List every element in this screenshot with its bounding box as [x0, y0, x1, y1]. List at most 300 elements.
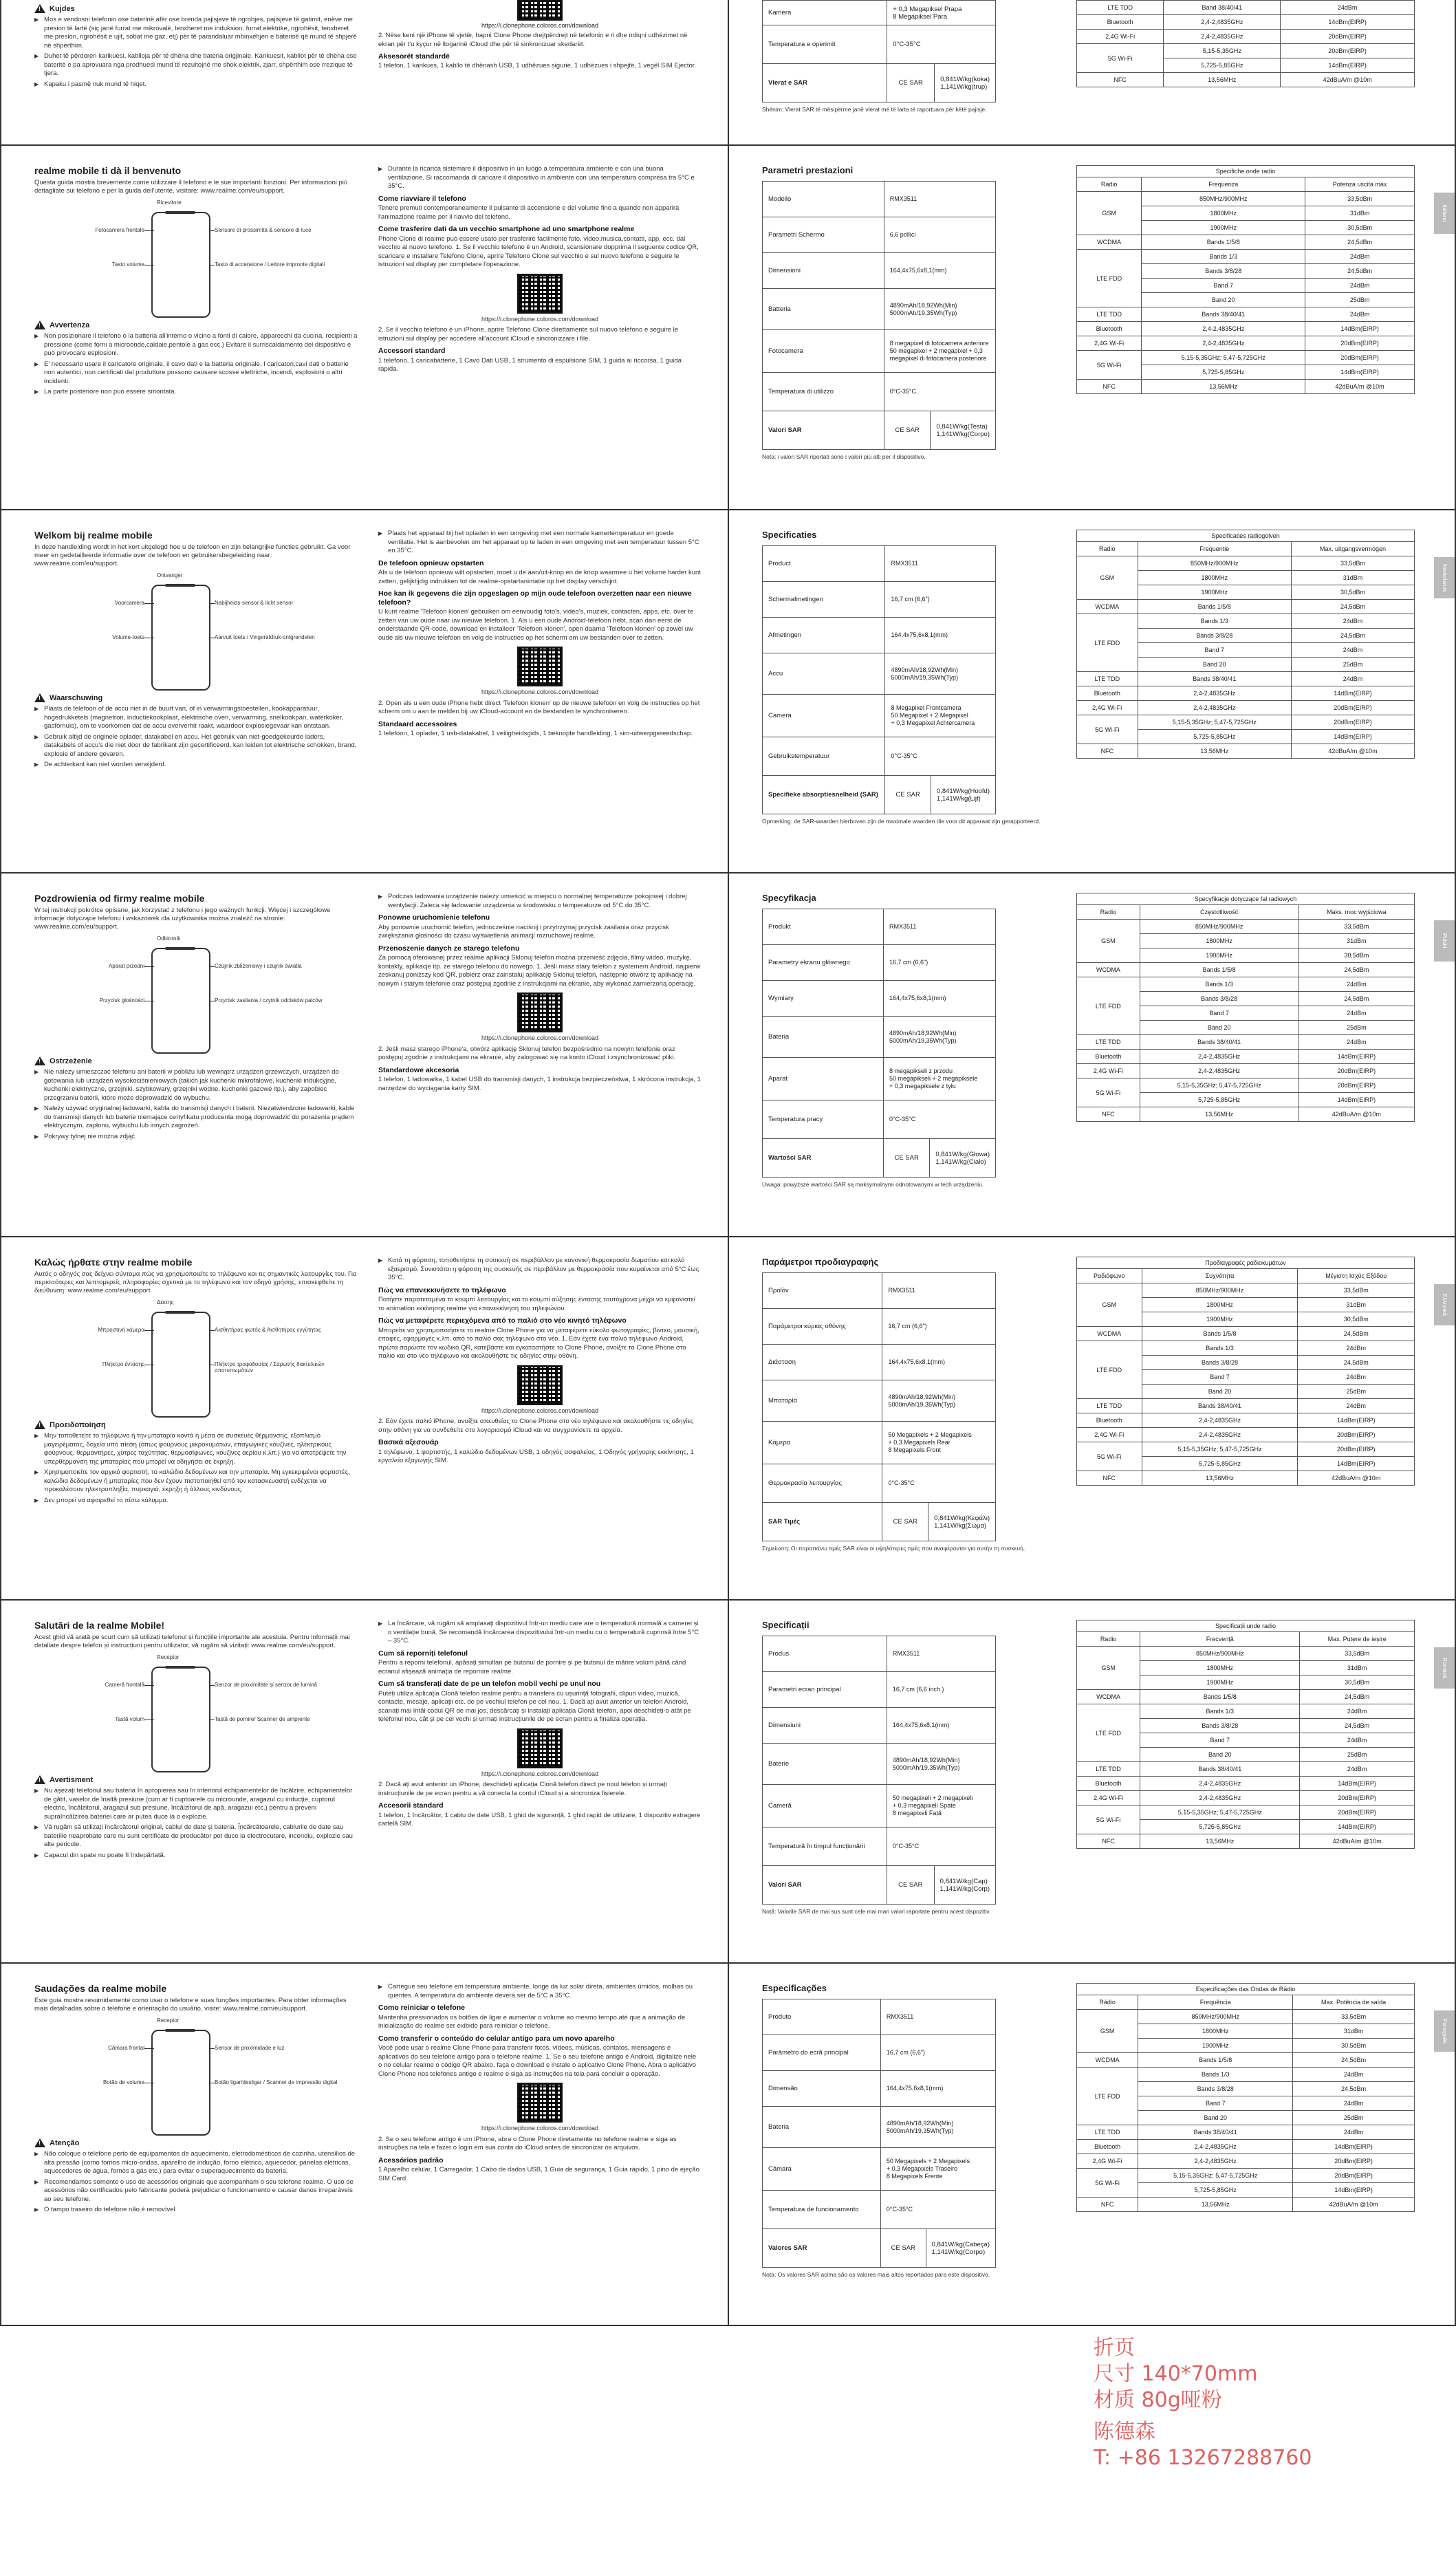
radio-table — [1076, 1620, 1415, 1849]
radio-frequency: Band 7 — [1142, 279, 1305, 293]
radio-type: WCDMA — [1077, 600, 1138, 614]
section-heading: Cum să reporniți telefonul — [378, 1649, 468, 1658]
radio-frequency: Bands 1/5/8 — [1142, 1327, 1298, 1341]
radio-type: NFC — [1077, 1834, 1140, 1849]
callout-label: Μπροστινή κάμερα — [98, 1327, 144, 1333]
radio-power: 14dBm(EIRP) — [1291, 686, 1414, 701]
radio-type: LTE TDD — [1077, 1, 1164, 15]
radio-frequency: 850MHz/900MHz — [1142, 1283, 1298, 1298]
callout-label: Δέκτης — [157, 1299, 174, 1305]
spec-label: Temperatură în timpul funcționării — [763, 1827, 887, 1866]
radio-frequency: Bands 38/40/41 — [1142, 307, 1305, 322]
spec-label: Temperatura de funcionamento — [763, 2191, 881, 2229]
section-heading: Come riavviare il telefono — [378, 194, 466, 203]
section-heading: Come trasferire dati da un vecchio smartphone ad uno smartphone realme — [378, 225, 635, 233]
table-row — [763, 737, 996, 776]
warning-list — [34, 1432, 358, 1505]
table-row — [763, 330, 996, 373]
radio-frequency: 5,15-5,35GHz; 5,47-5,725GHz — [1138, 715, 1291, 730]
table-caption-row — [1077, 530, 1415, 542]
callout-label: Czujnik zbliżeniowy i czujnik światła — [215, 963, 302, 969]
radio-power: 30,5dBm — [1299, 948, 1414, 963]
intro-text: Acest ghid vă arată pe scurt cum să utilizați telefonul și funcțiile importante ale acestuia. Pentru informații mai detaliate despre telefon și instrucțiuni pentru utilizator, vă rugăm să vizitați: www.realme.com/eu/support. — [34, 1634, 350, 1649]
radio-frequency: 850MHz/900MHz — [1138, 556, 1291, 571]
callout-line — [144, 966, 154, 967]
spec-value: 4890mAh/18,92Wh(Min) 5000mAh/19,35Wh(Typ) — [880, 2107, 995, 2148]
callout-label: Tasto di accensione / Lettore impronte digitali — [215, 261, 325, 268]
table-row — [1077, 15, 1415, 30]
radio-panel — [1076, 1620, 1420, 1957]
sar-value: 0,841W/kg(Κεφάλι) 1,141W/kg(Σώμα) — [928, 1503, 996, 1541]
radio-frequency: 13,56MHz — [1164, 73, 1281, 87]
spec-label: Product — [763, 546, 885, 582]
table-row — [763, 1744, 996, 1785]
radio-type: Bluetooth — [1077, 1777, 1140, 1791]
charging-note: ▶ Podczas ładowania urządzenie należy umieścić w miejscu o normalnej temperaturze pokojowej i dobrej wentylacji. Zaleca się ładowanie urządzenia w środowisku o temperaturze od 5°C do 35°C. — [378, 893, 702, 910]
callout-line — [144, 1685, 154, 1686]
table-row — [1077, 2198, 1415, 2212]
spec-label: Cameră — [763, 1785, 887, 1827]
table-row — [1077, 2169, 1415, 2183]
spec-label: Câmara — [763, 2148, 881, 2191]
table-row — [1077, 701, 1415, 715]
spec-value: 8 Megapixel Frontcamera 50 Megapixel + 2 Megapixel + 0,3 Megapixel Achtercamera — [885, 695, 996, 737]
phone-outline-icon — [151, 2030, 210, 2136]
spec-label: Wymiary — [763, 981, 884, 1017]
radio-frequency: 2,4-2,4835GHz — [1140, 1791, 1300, 1805]
table-row — [1077, 2068, 1415, 2082]
radio-table-title: Specifiche onde radio — [1077, 166, 1415, 177]
warning-item: ▶ Δεν μπορεί να αφαιρεθεί το πίσω κάλυμμα. — [34, 1497, 358, 1506]
warning-item: ▶ Pokrywy tylnej nie można zdjąć. — [34, 1133, 358, 1142]
table-caption-row — [1077, 1620, 1415, 1632]
warning-item: ▶ Χρησιμοποιείτε τον αρχικό φορτιστή, το καλώδιο δεδομένων και την μπαταρία. Μη εγκεκριμένοι φορτιστές, καλώδια δεδομένων ή μπαταρίες που δεν έχουν πιστοποιηθεί από τον κατασκευαστή ενδέχεται να προκαλέσουν ηλεκτροπληξία, πυρκαγιά, έκρηξη ή άλλους κινδύνους. — [34, 1468, 358, 1495]
radio-type: LTE FDD — [1077, 1704, 1140, 1762]
callout-label: Câmara frontal — [108, 2045, 144, 2051]
radio-frequency: 2,4-2,4835GHz — [1140, 1064, 1299, 1078]
radio-frequency: Band 20 — [1138, 2111, 1293, 2125]
table-row — [763, 289, 996, 330]
table-row — [1077, 2010, 1415, 2024]
table-row — [1077, 1107, 1415, 1122]
radio-table — [1076, 1983, 1415, 2212]
radio-type: WCDMA — [1077, 1327, 1142, 1341]
radio-panel — [1076, 530, 1420, 867]
radio-panel — [1076, 1983, 1420, 2320]
accessories-list: 1 telefon, 1 ładowarka, 1 kabel USB do transmisji danych, 1 instrukcja bezpieczeństwa, 1 skrócona instrukcja, 1 narzędzie do wyciągania karty SIM. — [378, 1076, 701, 1092]
radio-power: 24,5dBm — [1305, 235, 1415, 250]
radio-frequency: Bands 1/3 — [1142, 250, 1305, 264]
table-row — [763, 582, 996, 618]
radio-power: 25dBm — [1300, 1748, 1415, 1762]
table-row — [763, 2229, 996, 2268]
radio-frequency: 1900MHz — [1138, 585, 1291, 600]
radio-frequency: Bands 1/5/8 — [1140, 963, 1299, 977]
spec-title: Specificaties — [762, 530, 817, 540]
spec-label: Baterie — [763, 1744, 887, 1785]
callout-label: Botão de volume — [102, 2079, 144, 2085]
radio-power: 33,5dBm — [1299, 920, 1414, 934]
table-row — [1077, 2140, 1415, 2154]
table-row — [763, 373, 996, 411]
radio-power: 24dBm — [1299, 1035, 1414, 1050]
transfer-instructions: Za pomocą oferowanej przez realme aplikacji Sklonuj telefon można przenieść zdjęcia, filmy wideo, muzykę, kontakty, aplikacje itp. ze starego telefonu do nowego. 1. Jeśli masz stary telefon z systemem Android, najpierw zeskanuj poniższy kod QR, pobierz oraz zainstaluj aplikację Sklonuj telefon, następnie otwórz tę aplikację na nowym i starym telefonie oraz postępuj zgodnie z instrukcjami na ekranie, aby wykonać zamierzoną operację. — [378, 954, 701, 988]
radio-power: 24,5dBm — [1299, 992, 1414, 1006]
radio-frequency: 5,15-5,35GHz; 5,47-5,725GHz — [1140, 1078, 1299, 1093]
radio-frequency: 1800MHz — [1140, 1661, 1300, 1675]
radio-frequency: 5,15-5,35GHz; 5,47-5,725GHz — [1138, 2169, 1293, 2183]
radio-type: 5G Wi-Fi — [1077, 2169, 1138, 2198]
spec-title: Specificații — [762, 1620, 810, 1630]
accessories-list: 1 τηλέφωνο, 1 φορτιστής, 1 καλώδιο δεδομένων USB, 1 οδηγός ασφαλείας, 1 Οδηγός γρήγορης εκκίνησης, 1 εργαλείο εξαγωγής SIM. — [378, 1448, 694, 1464]
warning-title: Προειδοποίηση — [50, 1420, 106, 1429]
warning-icon — [34, 321, 45, 329]
radio-frequency: 2,4-2,4835GHz — [1142, 1413, 1298, 1428]
radio-power: 24,5dBm — [1291, 600, 1414, 614]
warning-title: Avvertenza — [50, 321, 90, 329]
radio-power: 24dBm — [1291, 614, 1414, 629]
radio-power: 14dBm(EIRP) — [1299, 1093, 1414, 1107]
spec-table — [762, 1272, 996, 1541]
radio-frequency: 850MHz/900MHz — [1138, 2010, 1293, 2024]
table-row — [1077, 715, 1415, 730]
column-header: Radio — [1077, 1632, 1140, 1647]
accessories-list: 1 telefono, 1 caricabatterie, 1 Cavo Dati USB, 1 strumento di espulsione SIM, 1 guida ai riccorsa, 1 guida rapida. — [378, 356, 682, 373]
column-header: Frecvență — [1140, 1632, 1300, 1647]
warning-item: ▶ Gebruik altijd de originele oplader, datakabel en accu. Het gebruik van niet-goedgekeurde laders, datakabels of accu's die niet door de fabrikant zijn gecertificeerd, kan leiden tot elektrische schokken, brand, explosie of andere gevaren. — [34, 733, 358, 759]
spec-title: Παράμετροι προδιαγραφής — [762, 1257, 879, 1267]
col-divider — [0, 0, 1, 2325]
radio-frequency: 2,4-2,4835GHz — [1142, 336, 1305, 351]
radio-type: 5G Wi-Fi — [1077, 1078, 1140, 1107]
radio-power: 24dBm — [1293, 2125, 1415, 2140]
sar-value: 0,841W/kg(Głowa) 1,141W/kg(Ciało) — [930, 1139, 996, 1178]
table-row — [763, 1464, 996, 1503]
section-heading: Como transferir o conteúdo do celular antigo para um novo aparelho — [378, 2034, 615, 2043]
warning-list — [34, 1068, 358, 1141]
phone-diagram — [34, 572, 358, 689]
spec-label: Fotocamera — [763, 330, 884, 373]
radio-power: 20dBm(EIRP) — [1300, 1805, 1415, 1820]
sar-standard: CE SAR — [887, 1866, 934, 1905]
restart-instructions: Tenere premuti contemporaneamente il pulsante di accensione e del volume fino a quando non apparirà l'animazione realme per il riavvio del telefono. — [378, 204, 680, 221]
spec-table — [762, 1999, 996, 2268]
section-heading: Acessórios padrão — [378, 2156, 444, 2165]
spec-value: 16,7 cm (6,6") — [880, 2035, 995, 2071]
radio-type: LTE TDD — [1077, 672, 1138, 686]
radio-frequency: 5,725-5,85GHz — [1138, 2183, 1293, 2198]
radio-panel — [1076, 1257, 1420, 1594]
iphone-instructions: 2. Se il vecchio telefono è un iPhone, aprire Telefono Clone direttamente sul nuovo telefono e seguire le istruzioni sul display per accedere all'account iCloud e sincronizzare i file. — [378, 326, 679, 343]
table-row — [1077, 380, 1415, 394]
radio-table-title: Specificaties radiogolven — [1077, 530, 1415, 542]
welcome-panel — [34, 165, 358, 502]
radio-panel — [1076, 165, 1420, 502]
table-row — [1077, 977, 1415, 992]
radio-power: 14dBm(EIRP) — [1298, 1457, 1415, 1471]
column-header: Max. uitgangsvermogen — [1291, 542, 1414, 556]
spec-value: RMX3511 — [887, 1636, 995, 1672]
callout-label: Receptor — [157, 2017, 180, 2024]
radio-frequency: 1900MHz — [1142, 1312, 1298, 1327]
radio-power: 33,5dBm — [1300, 1647, 1415, 1661]
callout-line — [209, 2048, 215, 2049]
table-row — [1077, 1704, 1415, 1719]
table-row — [1077, 336, 1415, 351]
callout-label: Volume-toets — [112, 634, 144, 640]
column-header: Max. Putere de ieșire — [1300, 1632, 1415, 1647]
callout-label: Senzor de proximitate și senzor de lumină — [215, 1682, 317, 1688]
table-row — [1077, 44, 1415, 58]
radio-power: 42dBuA/m @10m — [1300, 1834, 1415, 1849]
sar-standard: CE SAR — [882, 1503, 928, 1541]
radio-power: 42dBuA/m @10m — [1281, 73, 1415, 87]
warning-item: ▶ Capacul din spate nu poate fi îndepărtată. — [34, 1852, 358, 1861]
sar-label: Wartości SAR — [763, 1139, 884, 1178]
sar-standard: CE SAR — [883, 1139, 929, 1178]
radio-type: WCDMA — [1077, 963, 1140, 977]
language-tab: Italiano — [1434, 193, 1455, 234]
sar-note: Shënim: Vlerat SAR të mësipërme janë vlerat më të larta të raportuara për këtë pajisje. — [762, 106, 987, 113]
spec-label: Διάσταση — [763, 1345, 882, 1380]
table-row — [1077, 2053, 1415, 2068]
table-row — [763, 217, 996, 253]
spec-label: Produto — [763, 1999, 881, 2035]
radio-power: 20dBm(EIRP) — [1291, 701, 1414, 715]
radio-power: 14dBm(EIRP) — [1293, 2183, 1415, 2198]
warning-list — [34, 2150, 358, 2215]
radio-power: 20dBm(EIRP) — [1298, 1442, 1415, 1457]
table-row — [763, 981, 996, 1017]
spec-label: Μπαταρία — [763, 1380, 882, 1422]
radio-type: 5G Wi-Fi — [1077, 715, 1138, 744]
download-url: https://i.clonephone.coloros.com/download — [481, 688, 599, 695]
spec-title: Specyfikacja — [762, 893, 816, 903]
table-row — [763, 2035, 996, 2071]
spec-label: Afmetingen — [763, 618, 885, 653]
radio-power: 31dBm — [1298, 1298, 1415, 1312]
warning-list — [34, 705, 358, 770]
iphone-instructions: 2. Se o seu telefone antigo é um iPhone, abra o Clone Phone diretamente no telefone realme e siga as instruções na tela e fazer o login em sua conta do iCloud antes de sincronizar os arquivos. — [378, 2135, 677, 2151]
language-tab: Ελληνικά — [1434, 1284, 1455, 1325]
warning-icon — [34, 1775, 45, 1784]
radio-type: Bluetooth — [1077, 686, 1138, 701]
spec-label: Aparat — [763, 1058, 884, 1100]
radio-type: 2,4G Wi-Fi — [1077, 2154, 1138, 2169]
radio-frequency: 13,56MHz — [1138, 744, 1291, 759]
warning-item: ▶ Não coloque o telefone perto de equipamentos de aquecimento, eletrodomésticos de cozinha, utensílios de alta pressão (como fornos micro-ondas, aparelho de indução, forno elétrico, aquecedor, panelas elétricas, aquecedores de água, fornos a gás etc.) para evitar o superaquecimento da bateria. — [34, 2150, 358, 2176]
qr-code — [517, 0, 563, 21]
table-row — [1077, 1471, 1415, 1486]
column-header: Częstotliwość — [1140, 905, 1299, 920]
spec-label: Dimensiuni — [763, 1708, 887, 1744]
table-row — [763, 2191, 996, 2229]
page-title: Salutări de la realme Mobile! — [34, 1620, 165, 1631]
callout-line — [209, 230, 215, 231]
table-row — [763, 1827, 996, 1866]
radio-frequency: 2,4-2,4835GHz — [1164, 15, 1281, 30]
table-row — [1077, 1327, 1415, 1341]
spec-label: Gebruikstemperatuur — [763, 737, 885, 776]
radio-frequency: Band 7 — [1140, 1006, 1299, 1021]
radio-frequency: Bands 1/3 — [1140, 1704, 1300, 1719]
phone-outline-icon — [151, 1667, 210, 1772]
table-row — [1077, 322, 1415, 336]
table-row — [763, 1309, 996, 1345]
column-header: Radio — [1077, 905, 1140, 920]
spec-label: Bateria — [763, 2107, 881, 2148]
production-note: 折页 尺寸 140*70mm 材质 80g哑粉 陈德森 T: +86 13267288760 — [1094, 2336, 1312, 2470]
radio-frequency: Band 20 — [1138, 658, 1291, 672]
spec-value: 16,7 cm (6,6 inch.) — [887, 1672, 995, 1708]
table-caption-row — [1077, 893, 1415, 905]
radio-frequency: 1800MHz — [1142, 1298, 1298, 1312]
spec-value: 0°C-35°C — [887, 1827, 995, 1866]
table-header-row — [1077, 1632, 1415, 1647]
radio-power: 14dBm(EIRP) — [1281, 58, 1415, 73]
radio-power: 42dBuA/m @10m — [1305, 380, 1415, 394]
column-header: Frequência — [1138, 1995, 1293, 2010]
intro-text: In deze handleiding wordt in het kort uitgelegd hoe u de telefoon en zijn belangrijke functies gebruikt. Ga voor meer en gedetailleerde informatie over de telefoon en gebruikersbegeleiding naar: www.realme.com/eu/support. — [34, 543, 351, 567]
radio-power: 42dBuA/m @10m — [1293, 2198, 1415, 2212]
spec-value: 0°C-35°C — [884, 373, 995, 411]
charging-note: ▶ Durante la ricarica sistemare il dispositivo in un luogo a temperatura ambiente e con una buona ventilazione. Si raccomanda di caricare il dispositivo in ambiente con una temperatura compresa tra 5°C e 35°C. — [378, 165, 702, 191]
radio-power: 24dBm — [1305, 279, 1415, 293]
download-url: https://i.clonephone.coloros.com/download — [481, 1407, 599, 1414]
radio-frequency: Bands 1/3 — [1138, 614, 1291, 629]
accessories-list: 1 telefoon, 1 oplader, 1 usb-datakabel, 1 veiligheidsgids, 1 beknopte handleiding, 1 sim-uitwerpgereedschap. — [378, 730, 693, 737]
spec-value: 164,4x75,6x8,1(mm) — [884, 253, 995, 289]
radio-table — [1076, 1257, 1415, 1486]
callout-label: Przycisk zasilania / czytnik odcisków palców — [215, 997, 323, 1004]
table-row — [763, 1866, 996, 1905]
instructions-panel — [378, 1983, 702, 2320]
radio-table-title: Specificații unde radio — [1077, 1620, 1415, 1632]
table-caption-row — [1077, 166, 1415, 177]
warning-title: Waarschuwing — [50, 693, 103, 702]
callout-label: Πλήκτρο τροφοδοσίας / Σαρωτής δακτυλικών αποτυπωμάτων — [215, 1361, 325, 1374]
radio-type: GSM — [1077, 920, 1140, 963]
table-row — [1077, 73, 1415, 87]
page-title: Καλώς ήρθατε στην realme mobile — [34, 1257, 193, 1268]
spec-label: Parâmetro do ecrã principal — [763, 2035, 881, 2071]
radio-type: WCDMA — [1077, 2053, 1138, 2068]
radio-frequency: 2,4-2,4835GHz — [1138, 701, 1291, 715]
radio-power: 24dBm — [1299, 1006, 1414, 1021]
warning-heading — [34, 321, 358, 329]
column-header: Max. Potência de saída — [1293, 1995, 1415, 2010]
spec-table — [762, 1636, 996, 1905]
radio-type: LTE FDD — [1077, 977, 1140, 1035]
spec-panel — [762, 1257, 1065, 1594]
callout-label: Botão ligar/desligar / Scanner de impressão digital — [215, 2079, 338, 2085]
spec-title: Especificações — [762, 1983, 827, 1993]
callout-label: Πλήκτρο έντασης — [102, 1361, 144, 1367]
radio-power: 14dBm(EIRP) — [1300, 1777, 1415, 1791]
warning-item: ▶ Kapaku i pasmë nuk mund të hiqet. — [34, 80, 358, 89]
radio-power: 25dBm — [1291, 658, 1414, 672]
callout-label: Ontvanger — [157, 572, 183, 578]
radio-frequency: 13,56MHz — [1140, 1107, 1299, 1122]
radio-power: 33,5dBm — [1298, 1283, 1415, 1298]
table-row — [1077, 307, 1415, 322]
radio-power: 24,5dBm — [1305, 264, 1415, 279]
radio-type: NFC — [1077, 2198, 1138, 2212]
table-row — [1077, 1, 1415, 15]
spec-value: 164,4x75,6x8,1(mm) — [887, 1708, 995, 1744]
download-url: https://i.clonephone.coloros.com/download — [481, 2125, 599, 2132]
section-heading: Standardowe akcesoria — [378, 1065, 459, 1074]
radio-frequency: 5,15-5,35GHz; 5,47-5,725GHz — [1140, 1805, 1300, 1820]
radio-power: 33,5dBm — [1293, 2010, 1415, 2024]
radio-frequency: Band 7 — [1138, 643, 1291, 658]
table-row — [1077, 614, 1415, 629]
radio-frequency: Band 7 — [1142, 1370, 1298, 1385]
qr-code — [517, 274, 563, 314]
radio-power: 42dBuA/m @10m — [1291, 744, 1414, 759]
spec-label: Parametri Schermo — [763, 217, 884, 253]
radio-frequency: 2,4-2,4835GHz — [1138, 2154, 1293, 2169]
spec-label: Schermafmetingen — [763, 582, 885, 618]
radio-type: 5G Wi-Fi — [1077, 44, 1164, 73]
radio-frequency: Band 38/40/41 — [1164, 1, 1281, 15]
callout-line — [144, 603, 154, 604]
radio-power: 20dBm(EIRP) — [1305, 351, 1415, 365]
table-row — [1077, 250, 1415, 264]
radio-power: 24dBm — [1298, 1399, 1415, 1413]
table-row — [763, 1999, 996, 2035]
radio-power: 24,5dBm — [1298, 1327, 1415, 1341]
radio-power: 14dBm(EIRP) — [1305, 365, 1415, 380]
spec-label: Προϊόν — [763, 1273, 882, 1309]
warning-item: ▶ La parte posteriore non può essere smontata. — [34, 388, 358, 397]
radio-power: 42dBuA/m @10m — [1298, 1471, 1415, 1486]
radio-power: 24dBm — [1291, 643, 1414, 658]
section-heading: Accesorii standard — [378, 1801, 444, 1810]
spec-value: 4890mAh/18,92Wh(Min) 5000mAh/19,35Wh(Typ) — [884, 289, 995, 330]
spec-value: 8 megapixel di fotocamera anteriore 50 megapixel + 2 megapixel + 0,3 megapixel di fotocamera posteriore — [884, 330, 995, 373]
warning-item: ▶ O tampo traseiro do telefone não é removível — [34, 2206, 358, 2215]
radio-power: 24dBm — [1298, 1370, 1415, 1385]
radio-frequency: 13,56MHz — [1142, 380, 1305, 394]
welcome-panel — [34, 893, 358, 1230]
warning-item: ▶ Nu așezați telefonul sau bateria în apropierea sau în interiorul echipamentelor de încălzire, echipamentelor de gătit, vaselor de înaltă presiune (cum ar fi cuptoarele cu microunde, aragazul cu inducție, cuptorul electric, încălzitorul, aragazul sub presiune, încălzitorul de apă, aragazul etc.) pentru a preveni supraîncălzirea bateriei care ar putea duce la o explozie. — [34, 1787, 358, 1821]
warning-item: ▶ Non posizionare il telefono o la batteria all'interno o vicino a fonti di calore, apparecchi da cucina, recipienti a pressione (come forni a microonde,caldaie,pentole a gas ecc.) Evitare il surriscaldamento del dispositivo e può provocare esplosioni. — [34, 332, 358, 358]
radio-frequency: 1800MHz — [1142, 206, 1305, 221]
callout-label: Aan/uit toets / Vingerafdruk-ontgrendelen — [215, 634, 315, 640]
warning-item: ▶ Plaats de telefoon of de accu niet in de buurt van, of in verwarmingstoestellen, kookapparatuur, hogedrukketels (magnetron, inductiekookplaat, elektrische oven, verwarming, snelkookpan, waterkoker, gasfornuis), om te voorkomen dat de accu oververhit raakt, waardoor explosiegevaar kan ontstaan. — [34, 705, 358, 731]
radio-frequency: Bands 1/3 — [1140, 977, 1299, 992]
table-row — [763, 1503, 996, 1541]
sar-note: Opmerking: de SAR-waarden hierboven zijn de maximale waarden die voor dit apparaat zijn gerapporteerd. — [762, 818, 1041, 825]
column-header: Potenza uscita max — [1305, 177, 1415, 192]
spec-label: Παράμετροι κύριας οθόνης — [763, 1309, 882, 1345]
warning-item: ▶ E' necessario usare il caricatore originale, il cavo dati e la batteria originale. I caricatori,cavi dati o batterie non autentici, non certificati dal produttore possono causare scosse elettriche, incendi, esplosioni o altri incidenti. — [34, 360, 358, 387]
spec-value: 8 megapikseli z przodu 50 megapikseli + 2 megapiksele + 0,3 megapiksele z tyłu — [883, 1058, 995, 1100]
radio-type: WCDMA — [1077, 1690, 1140, 1704]
radio-frequency: 1900MHz — [1142, 221, 1305, 235]
table-row — [763, 2071, 996, 2107]
qr-code — [517, 647, 563, 686]
radio-power: 24,5dBm — [1298, 1356, 1415, 1370]
radio-type: NFC — [1077, 1107, 1140, 1122]
warning-title: Ostrzeżenie — [50, 1056, 92, 1065]
radio-power: 24,5dBm — [1291, 629, 1414, 643]
sar-label: Valori SAR — [763, 411, 884, 450]
callout-label: Odbiornik — [157, 935, 181, 942]
table-row — [1077, 1791, 1415, 1805]
warning-item: ▶ Vă rugăm să utilizați încărcătorul original, cablul de date și bateria. Încărcătoarele, cablurile de date sau bateriile neaprobate care nu sunt certificate de producător pot duce la electrocutare, incendiu, explozie sau alte pericole. — [34, 1823, 358, 1850]
